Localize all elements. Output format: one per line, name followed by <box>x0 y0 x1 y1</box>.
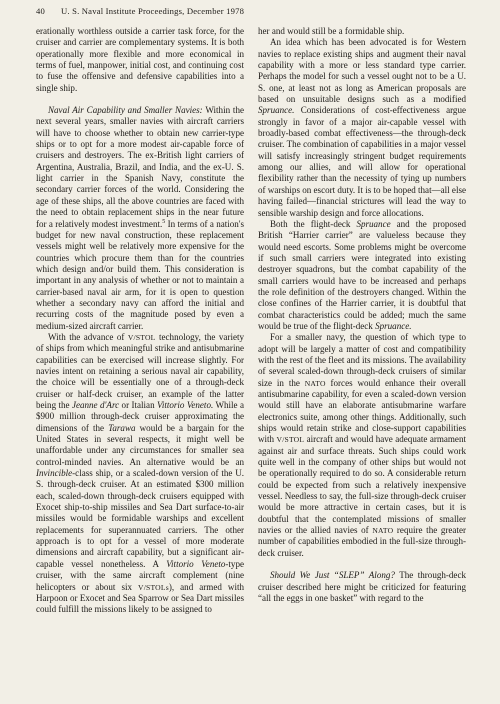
small-caps-term: V/STOLs <box>138 582 169 592</box>
paragraph-text: ), and armed with Harpoon or Exocet and Sea Sparrow or Sea Dart missiles could fulfill the missions likely to be assigned to <box>36 581 244 615</box>
paragraph <box>36 332 244 616</box>
paragraph-text: Considerations of cost-effectiveness argue strongly in favor of a major air-capable vessel with broadly-based combat effectiveness—the through-deck cruiser. The combination of capabilities in a major vessel will satisfy increasingly stringent budget requirements among our allies, and will allow for operational flexibility rather than the necessity of tying up numbers of warships on escort duty. It is to be hoped that—all else having failed—financial strictures will lead the way to sensible warship design and force allocations. <box>258 105 466 218</box>
small-caps-term: NATO <box>372 526 394 536</box>
paragraph <box>258 570 466 604</box>
ship-name: Invincible <box>36 468 73 479</box>
paragraph-text: Both the flight-deck <box>270 218 357 229</box>
ship-name: Tarawa <box>108 422 136 433</box>
right-column <box>258 26 466 616</box>
ship-name: Spruance. <box>258 105 295 116</box>
small-caps-term: V/STOL <box>276 435 305 445</box>
paragraph-text: erationally worthless outside a carrier task force, for the cruiser and carrier are complementary systems. It is both operationally more flexible and more economical in terms of fuel, manpower, initial cost, and continuing cost to fuse the offensive and defensive capabilities into a single ship. <box>36 26 244 93</box>
left-column <box>36 26 244 616</box>
paragraph <box>258 26 466 37</box>
paragraph-text: An idea which has been advocated is for Western navies to replace existing ships and augment their naval capability with a more or less standard type carrier. Perhaps the model for such a vessel ought not to be a U. S. one, at least not as long as American proposals are based on unsuitable designs such as a modified <box>258 37 466 105</box>
ship-name: Vittorio Veneto. <box>156 400 214 410</box>
page-number: 40 <box>36 6 45 16</box>
ship-name: Spruance <box>356 218 391 229</box>
section-heading: Naval Air Capability and Smaller Navies: <box>48 105 203 116</box>
running-title: U. S. Naval Institute Proceedings, December 1978 <box>61 6 245 16</box>
paragraph-text: aircraft and would have adequate armament against air and surface threats. Such ships could work quite well in the company of other ships but would not be operationally required to do so. A considerable return could be expected from such a relatively inexpensive vessel. Needless to say, the full-size through-deck cruiser would be more attractive in certain cases, but it is doubtful that the contemplated missions of smaller navies or the allied navies of <box>258 434 466 536</box>
paragraph <box>36 105 244 332</box>
paragraph-text: While a $900 million through-deck cruiser approximating the dimensions of the <box>36 400 244 433</box>
paragraph-text: would be a bargain for the United States in several respects, it might well be unaffordable under any circumstances for smaller sea control-minded navies. An alternative would be an <box>36 422 244 467</box>
article-body <box>36 26 466 616</box>
paragraph-text: Within the next several years, smaller navies with aircraft carriers will have to choose whether to obtain new carrier-type ships or to opt for a more modest air-capable force of cruisers and destroyers. The ex-British light carriers of Argentina, Australia, Brazil, and India, and the ex-U. S. light carrier in the Spanish Navy, constitute the secondary carrier forces of the world. Considering the age of these ships, all the above countries are faced with the need to obtain replacement ships in the near future for a relatively modest investment. <box>36 105 244 229</box>
paragraph-text: or Italian <box>119 400 157 410</box>
ship-name: Vittorio Veneto <box>166 558 226 569</box>
paragraph-text: -class ship, or a scaled-down version of the U. S. through-deck cruiser. At an estimated $300 million each, scaled-down through-deck cruisers equipped with Exocet ship-to-ship missiles and Sea Dart surface-to-air missiles would be formidable warships and excellent replacements for superannuated carriers. The other approach is to opt for a vessel of more moderate dimensions and aircraft capability, but a significant air-capable vessel nonetheless. A <box>36 468 244 569</box>
paragraph-text: With the advance of <box>48 331 128 342</box>
paragraph-text: -type cruiser, with the same aircraft complement (nine helicopters or about six <box>36 558 244 592</box>
footnote-ref: 5 <box>162 218 166 225</box>
paragraph <box>36 26 244 94</box>
section-heading: Should We Just “SLEP” Along? <box>270 570 395 581</box>
paragraph-text: her and would still be a formidable ship. <box>258 26 405 36</box>
paragraph-text: and the proposed British “Harrier carrier” are valueless because they would need escorts. Some problems might be overcome if such small carriers were integrated into existing destroyer squadrons, but the combat capability of the small carriers would have to be increased and perhaps the role definition of the destroyers changed. Within the close confines of the Harrier carrier, it is doubtful that combat characteristics could be added; much the same would be true of the flight-deck <box>258 218 466 331</box>
running-header <box>36 6 466 16</box>
paragraph-text: technology, the variety of ships from which meaningful strike and antisubmarine capabilities can be exercised will increase slightly. For navies intent on retaining a serious naval air capability, the choice will be essentially one of a through-deck cruiser or half-deck cruiser, an example of the latter being the <box>36 331 245 410</box>
paragraph <box>258 219 466 332</box>
ship-name: Spruance. <box>375 320 412 331</box>
paragraph-text: forces would enhance their overall antisubmarine capability, for even a scaled-down version would still have an elaborate antisubmarine warfare electronics suite, among other things. Additionally, such ships would retain strike and close-support capabilities with <box>258 377 466 445</box>
small-caps-term: NATO <box>304 378 326 388</box>
paragraph <box>258 37 466 219</box>
paragraph-text: For a smaller navy, the question of which type to adopt will be largely a matter of cost and compatibility with the rest of the fleet and its missions. The availability of several scaled-down through-deck cruisers of similar size in the <box>258 332 466 388</box>
paragraph-text: In terms of a nation's budget for new naval construction, these replacement vessels might well be relatively more expensive for the countries which procure them than for the countries which design and/or build them. This consideration is important in any analysis of whether or not to maintain a carrier-based naval air arm, for it is open to question whether a secondary navy can afford the initial and recurring costs of the magnitude posed by even a medium-sized aircraft carrier. <box>36 218 244 331</box>
paragraph-text: require the greater number of capabilities embodied in the full-size through-deck cruiser. <box>258 525 466 558</box>
paragraph-text: The through-deck cruiser described here might be criticized for featuring “all the eggs in one basket” with regard to the <box>258 570 466 603</box>
ship-name: Jeanne d'Arc <box>71 400 120 410</box>
small-caps-term: V/STOL <box>127 332 156 342</box>
paragraph <box>258 332 466 559</box>
